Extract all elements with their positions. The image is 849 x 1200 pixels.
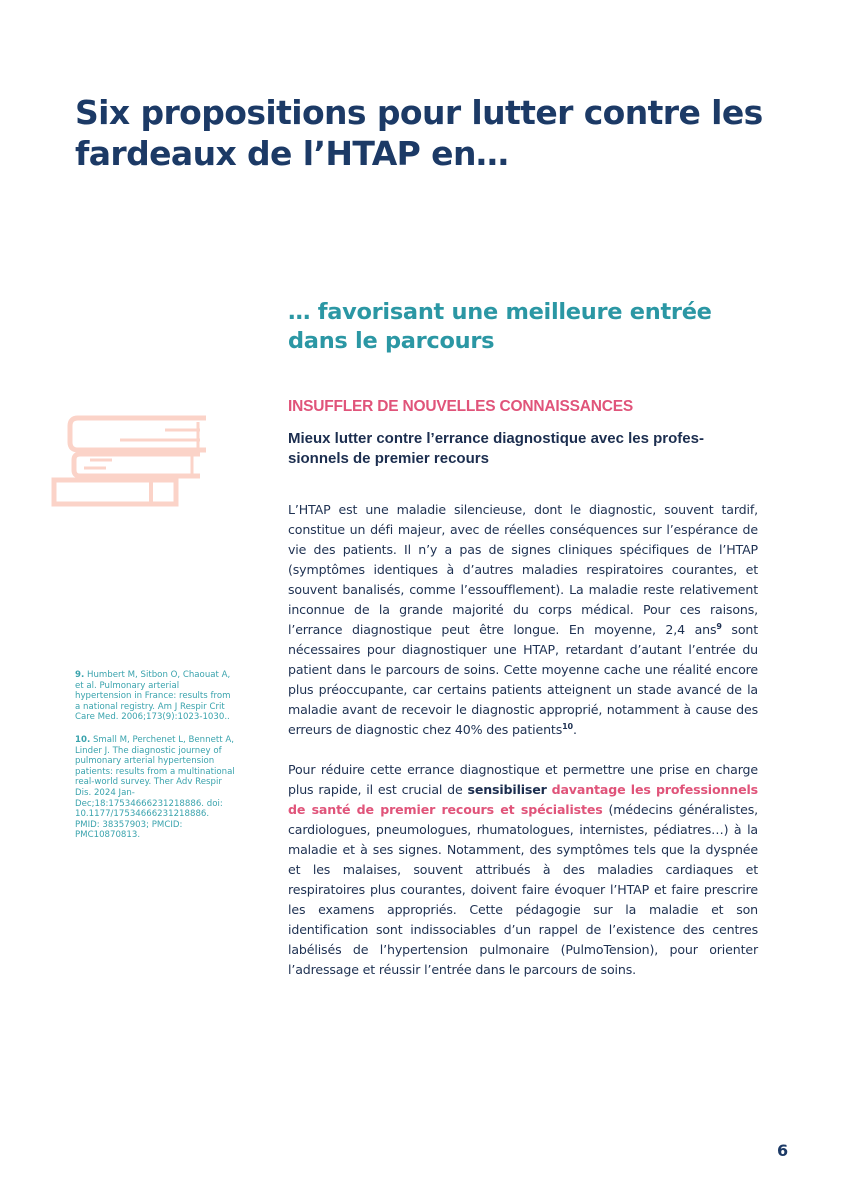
footnote-number: 10. (75, 734, 91, 745)
book-middle (74, 454, 200, 476)
p2-text-a: Pour réduire cette errance diagnostique et permettre une prise en charge plus rapide, il est crucial de (288, 762, 758, 797)
footnote-9 (75, 670, 235, 723)
footnotes (75, 670, 235, 853)
p1-text-b: sont nécessaires pour diagnostiquer une HTAP, retardant d’autant l’entrée du patient dans le parcours de soins. Cette moyenne cache une réalité encore plus préoccupante, car certains patients atteignent un stade avancé de la maladie avant de recevoir le diagnostic approprié, notamment à cause des erreurs de diagnostic chez 40% des patients (288, 622, 758, 737)
book-top (70, 418, 206, 450)
p2-bold: sensibiliser (467, 782, 547, 797)
paragraph-2 (288, 760, 758, 980)
footnote-text: Humbert M, Sitbon O, Chaouat A, et al. Pulmonary arterial hypertension in France: results from a national registry. Am J Respir Crit Care Med. 2006;173(9):1023-1030.. (75, 670, 231, 723)
footnote-number: 9. (75, 670, 85, 680)
books-stack-icon (50, 414, 210, 508)
footnote-text: Small M, Perchenet L, Bennett A, Linder J. The diagnostic journey of pulmonary arterial hypertension patients: results from a multinational real-world survey. Ther Adv Respir Dis. 2024 Jan-Dec;18:17534666231218886. doi: 10.1177/17534666231218886. PMID: 38357903; PMCID: PMC10870813. (75, 734, 235, 841)
page-title: Six propositions pour lutter contre les fardeaux de l’HTAP en… (75, 93, 763, 173)
body-text (288, 500, 758, 1000)
footnote-ref-10: 10 (562, 721, 573, 731)
section-kicker: INSUFFLER DE NOUVELLES CONNAISSANCES (288, 398, 634, 415)
p2-text-b: (médecins généralistes, cardiologues, pneumologues, rhumatologues, internistes, pédiatres…) à la maladie et à ses signes. Notamment, des symptômes tels que la dyspnée et les malaises, souvent attribués à des maladies cardiaques et respiratoires plus courantes, doivent faire évoquer l’HTAP et faire prescrire les examens appropriés. Cette pédagogie sur la maladie et son identification sont indissociables d’un rappel de l’existence des centres labélisés de l’hypertension pulmonaire (PulmoTension), pour orienter l’adressage et réussir l’entrée dans le parcours de soins. (288, 802, 758, 977)
subheading: Mieux lutter contre l’errance diagnostique avec les professionnels de premier recours (288, 430, 704, 467)
page-number: 6 (777, 1141, 789, 1160)
paragraph-1 (288, 500, 758, 740)
p1-text-c: . (572, 722, 577, 737)
p2-highlight: davantage les professionnels de santé de premier recours et spécialistes (288, 782, 758, 817)
p1-text-a: L’HTAP est une maladie silencieuse, dont le diagnostic, souvent tardif, constitue un défi majeur, avec de réelles conséquences sur l’espérance de vie des patients. Il n’y a pas de signes cliniques spécifiques de l’HTAP (symptômes identiques à d’autres maladies respiratoires courantes, et souvent banalisés, comme l’essoufflement). La maladie reste relativement inconnue de la grande majorité du corps médical. Pour ces raisons, l’errance diagnostique peut être longue. En moyenne, 2,4 ans (288, 502, 758, 637)
footnote-ref-9: 9 (716, 621, 722, 631)
footnote-10 (75, 735, 235, 841)
section-title: … favorisant une meilleure entrée dans le parcours (288, 299, 712, 354)
book-bottom (54, 480, 176, 504)
